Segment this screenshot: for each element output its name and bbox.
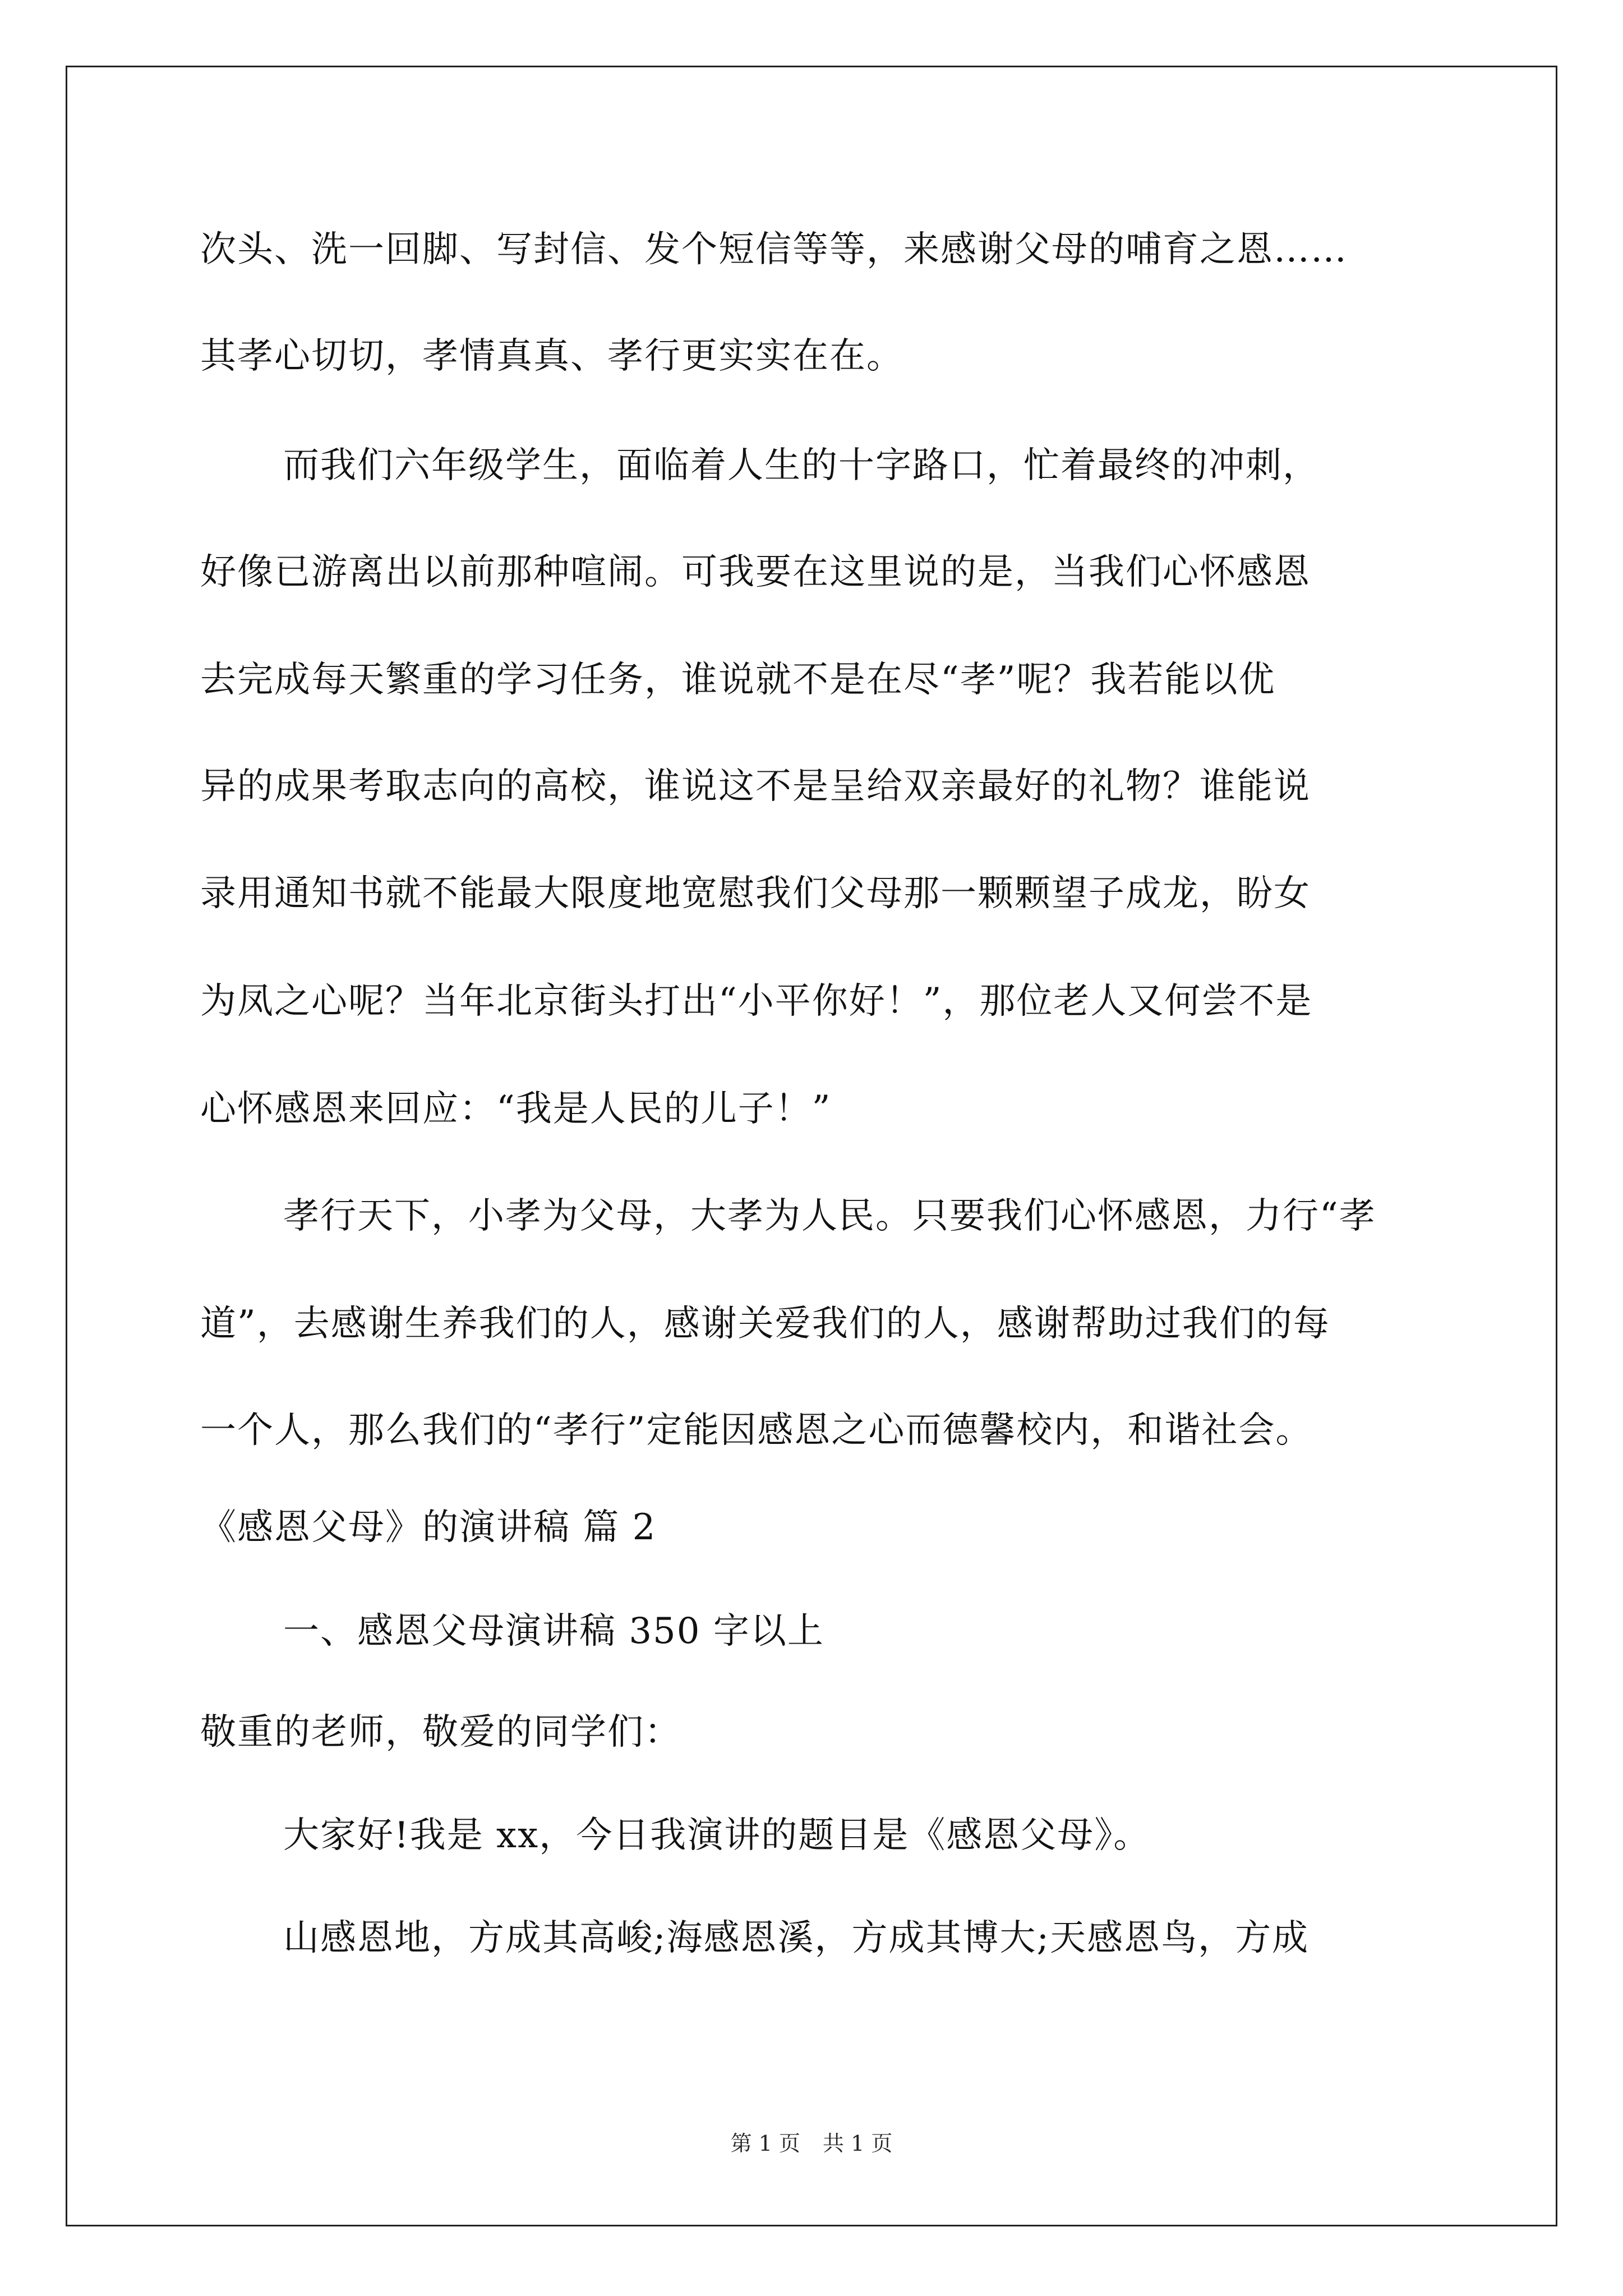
page-border [66,66,1557,2226]
text-line: 而我们六年级学生，面临着人生的十字路口，忙着最终的冲刺， [283,445,1320,486]
text-line: 异的成果考取志向的高校，谁说这不是呈给双亲最好的礼物？谁能说 [200,766,1311,807]
text-line: 次头、洗一回脚、写封信、发个短信等等，来感谢父母的哺育之恩…… [200,229,1348,270]
text-line: 其孝心切切，孝情真真、孝行更实实在在。 [200,335,903,377]
text-line: 为凤之心呢？当年北京街头打出“小平你好！”，那位老人又何尝不是 [200,981,1313,1022]
text-line: 道”，去感谢生养我们的人，感谢关爱我们的人，感谢帮助过我们的每 [200,1303,1330,1345]
page-number: 第 1 页 [730,2131,800,2156]
subsection-heading: 一、感恩父母演讲稿 350 字以上 [283,1611,824,1652]
text-line: 录用通知书就不能最大限度地宽慰我们父母那一颗颗望子成龙，盼女 [200,873,1311,914]
text-line: 孝行天下，小孝为父母，大孝为人民。只要我们心怀感恩，力行“孝 [283,1195,1376,1237]
text-line: 去完成每天繁重的学习任务，谁说就不是在尽“孝”呢？我若能以优 [200,659,1276,701]
section-heading: 《感恩父母》的演讲稿 篇 2 [200,1507,657,1548]
text-line: 心怀感恩来回应：“我是人民的儿子！” [200,1088,832,1130]
salutation: 敬重的老师，敬爱的同学们： [200,1711,681,1753]
text-line: 大家好!我是 xx，今日我演讲的题目是《感恩父母》。 [283,1815,1151,1856]
text-line: 一个人，那么我们的“孝行”定能因感恩之心而德馨校内，和谐社会。 [200,1410,1313,1451]
text-line: 好像已游离出以前那种喧闹。可我要在这里说的是，当我们心怀感恩 [200,551,1311,593]
text-line: 山感恩地，方成其高峻;海感恩溪，方成其博大;天感恩鸟，方成 [283,1917,1310,1959]
page-footer [0,2129,1623,2157]
page-total: 共 1 页 [823,2131,893,2156]
